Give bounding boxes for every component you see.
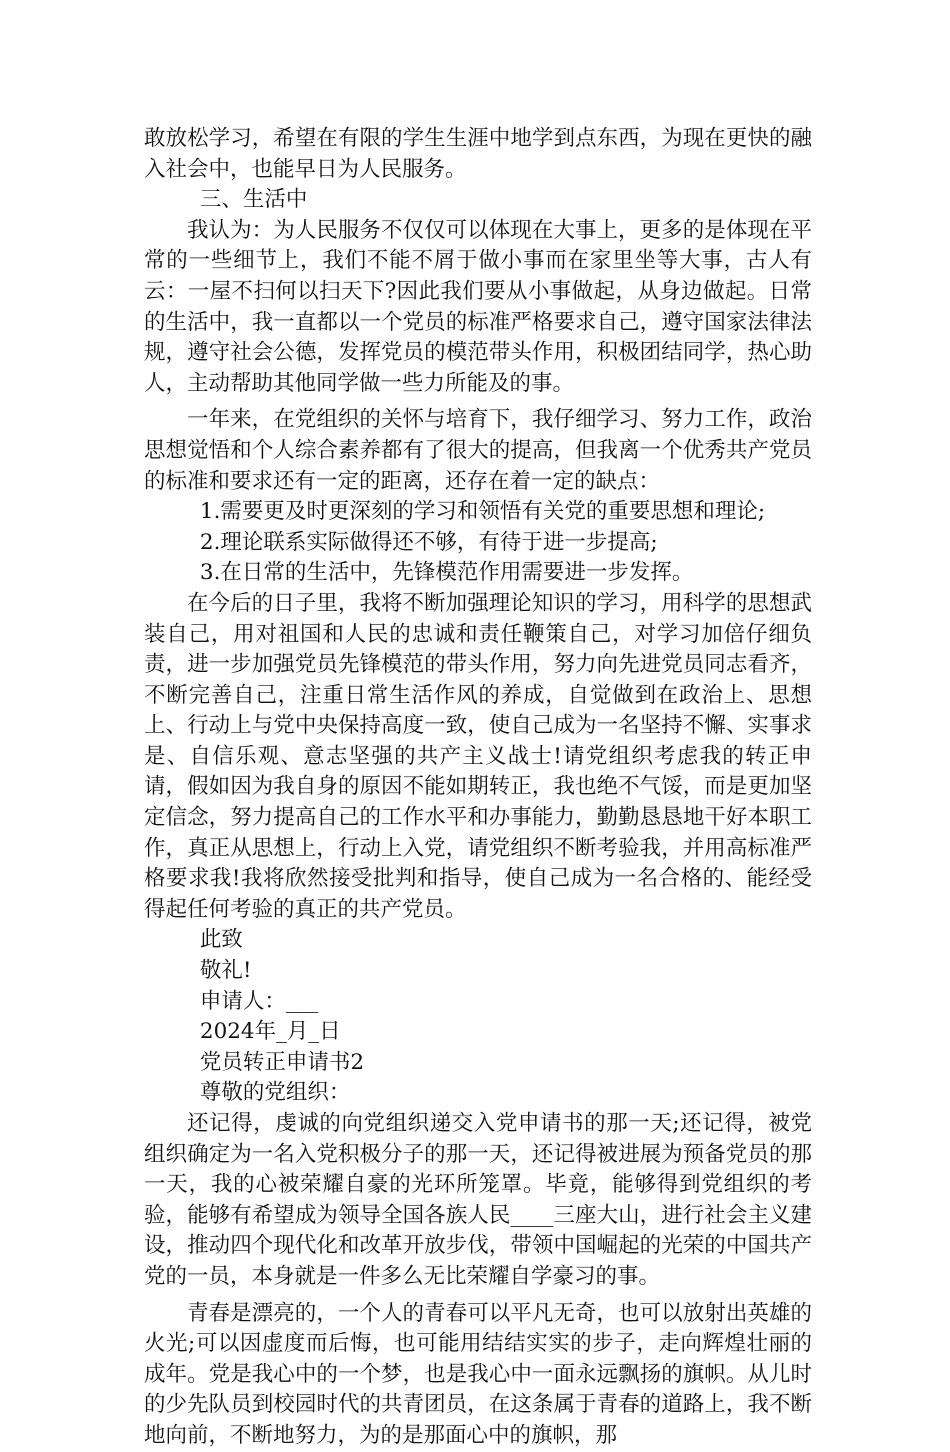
- paragraph-remember: 还记得，虔诚的向党组织递交入党申请书的那一天;还记得，被党组织确定为一名入党积极分子的那一天，还记得被进展为预备党员的那一天，我的心被荣耀自豪的光环所笼罩。毕竟，能够得到党组织的考验，能够有希望成为领导全国各族人民____三座大山，进行社会主义建设，推动四个现代化和改革开放步伐，带领中国崛起的光荣的中国共产党的一员，本身就是一件多么无比荣耀自学豪习的事。: [144, 1111, 812, 1289]
- paragraph-study-continued: 敢放松学习，希望在有限的学生生涯中地学到点东西，为现在更快的融入社会中，也能早日为人民服务。: [144, 126, 812, 182]
- list-item-shortcoming-2: 2.理论联系实际做得还不够，有待于进一步提高;: [199, 529, 658, 555]
- paragraph-year-review: 一年来，在党组织的关怀与培育下，我仔细学习、努力工作，政治思想觉悟和个人综合素养都有了很大的提高，但我离一个优秀共产党员的标准和要求还有一定的距离，还存在着一定的缺点：: [144, 407, 812, 494]
- closing-salutation: 此致: [199, 927, 243, 953]
- closing-regards: 敬礼!: [199, 958, 252, 984]
- document-body: [144, 124, 812, 1452]
- paragraph-future-plan: 在今后的日子里，我将不断加强理论知识的学习，用科学的思想武装自己，用对祖国和人民的忠诚和责任鞭策自己，对学习加倍仔细负责，进一步加强党员先锋模范的带头作用，努力向先进党员同志看齐，不断完善自己，注重日常生活作风的养成，自觉做到在政治上、思想上、行动上与党中央保持高度一致，使自己成为一名坚持不懈、实事求是、自信乐观、意志坚强的共产主义战士!请党组织考虑我的转正申请，假如因为我自身的原因不能如期转正，我也绝不气馁，而是更加坚定信念，努力提高自己的工作水平和办事能力，勤勤恳恳地干好本职工作，真正从思想上，行动上入党，请党组织不断考验我，并用高标准严格要求我!我将欣然接受批判和指导，使自己成为一名合格的、能经受得起任何考验的真正的共产党员。: [144, 590, 812, 922]
- document-title-2: 党员转正申请书2: [199, 1049, 365, 1075]
- paragraph-serve-people: 我认为：为人民服务不仅仅可以体现在大事上，更多的是体现在平常的一些细节上，我们不能不屑于做小事而在家里坐等大事，古人有云：一屋不扫何以扫天下?因此我们要从小事做起，从身边做起。日常的生活中，我一直都以一个党员的标准严格要求自己，遵守国家法律法规，遵守社会公德，发挥党员的模范带头作用，积极团结同学，热心助人，主动帮助其他同学做一些力所能及的事。: [144, 217, 812, 396]
- list-item-shortcoming-3: 3.在日常的生活中，先锋模范作用需要进一步发挥。: [199, 560, 694, 586]
- list-item-shortcoming-1: 1.需要更及时更深刻的学习和领悟有关党的重要思想和理论;: [199, 499, 766, 525]
- greeting-party-organization: 尊敬的党组织：: [199, 1080, 351, 1106]
- section-heading-life: 三、生活中: [199, 187, 308, 213]
- paragraph-youth: 青春是漂亮的，一个人的青春可以平凡无奇，也可以放射出英雄的火光;可以因虚度而后悔，也可能用结结实实的步子，走向辉煌壮丽的成年。党是我心中的一个梦，也是我心中一面永远飘扬的旗帜。从儿时的少先队员到校园时代的共青团员，在这条属于青春的道路上，我不断地向前，不断地努力，为的是那面心中的旗帜，那: [144, 1300, 812, 1448]
- application-date: 2024年_月_日: [199, 1019, 341, 1045]
- applicant-signature: 申请人：___: [199, 988, 319, 1014]
